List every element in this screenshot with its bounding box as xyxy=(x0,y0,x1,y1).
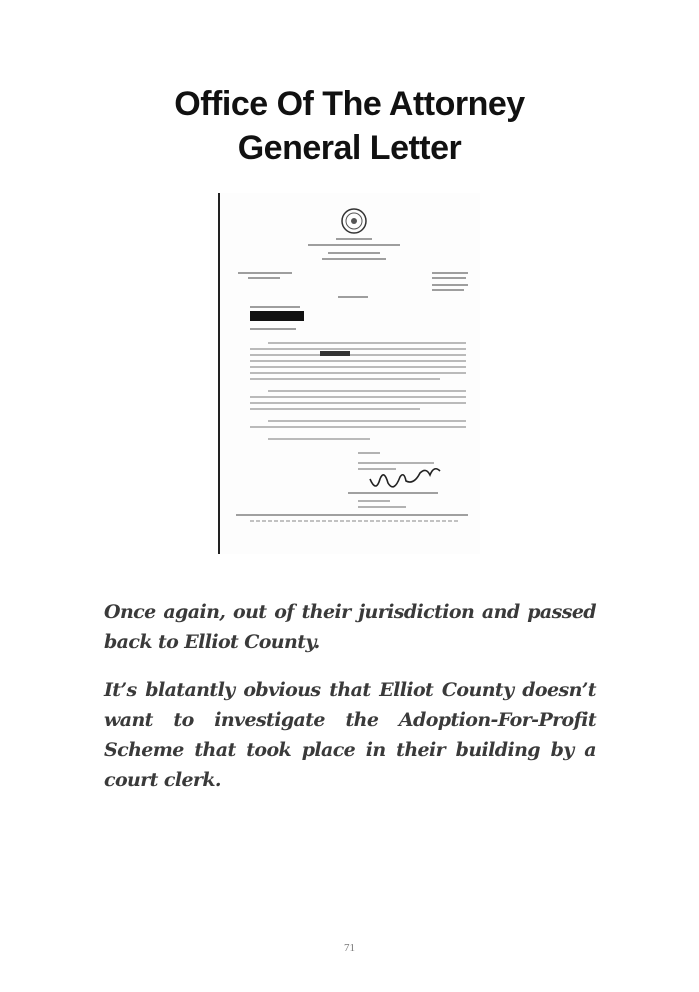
page-title xyxy=(0,82,699,170)
paragraph-2: It’s blatantly obvious that Elliot County doesn’t want to investigate the Adoption-For-Profit Scheme that took place in their building by a court clerk. xyxy=(104,679,596,791)
redaction-bar xyxy=(250,311,304,321)
page-title-line-2: General Letter xyxy=(237,129,462,167)
letter-scan-drawing xyxy=(220,193,480,554)
page-title-line-1: Office Of The Attorney xyxy=(174,85,525,123)
signature-mark xyxy=(370,469,440,487)
seal-icon xyxy=(342,209,366,233)
scanned-letter-image xyxy=(218,193,480,554)
page-number: 71 xyxy=(344,942,355,954)
paragraph-1: Once again, out of their jurisdiction and passed back to Elliot County. xyxy=(104,601,596,653)
